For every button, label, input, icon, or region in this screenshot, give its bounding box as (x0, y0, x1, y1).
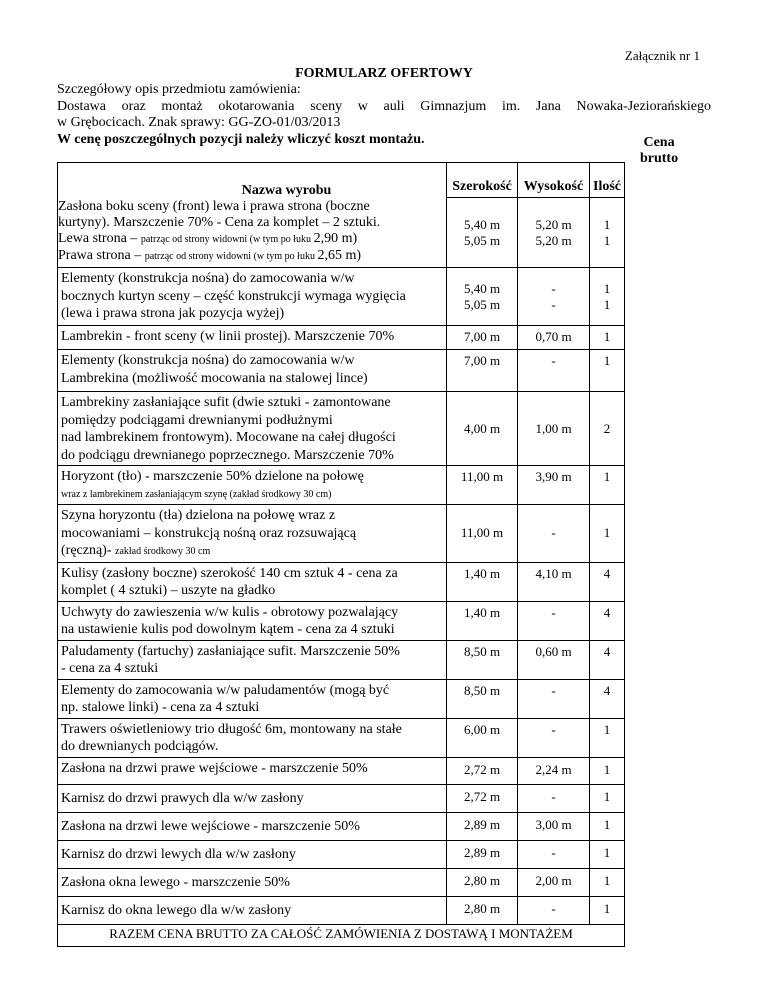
header-name-cell (58, 163, 447, 268)
table-row: 5,40 m 5,05 m 5,20 m 5,20 m 1 1 (58, 198, 694, 268)
table-row: Uchwyty do zawieszenia w/w kulis - obrotowy pozwalający na ustawienie kulis pod dowolnym kątem - cena za 4 sztuki 1,40 m - 4 (58, 601, 694, 640)
header-name: Nazwa wyrobu (241, 183, 332, 198)
table-row: Elementy (konstrukcja nośna) do zamocowania w/w bocznych kurtyn sceny – część konstrukcji wymaga wygięcia (lewa i prawa strona jak pozycja wyżej) 5,40 m 5,05 m - - 1 1 (58, 268, 694, 326)
table-row: Lambrekiny zasłaniające sufit (dwie sztuki - zamontowane pomiędzy podciągami drewnianymi podłużnymi nad lambrekinem frontowym). Mocowane na całej długości do podciągu drewnianego poprzecznego. Marszczenie 70% 4,00 m 1,00 m 2 (58, 392, 694, 466)
table-row: Zasłona boku sceny (front) lewa i prawa strona (boczne kurtyny). Marszczenie 70% - Cena za komplet – 2 sztuki. Lewa strona – patrząc od strony widowni (w tym po łuku 2,90 m) Prawa strona – patrząc od strony widowni (w tym po łuku 2,65 m) (58, 199, 381, 263)
table-row: Horyzont (tło) - marszczenie 50% dzielone na połowę wraz z lambrekinem zasłaniającym szynę (zakład środkowy 30 cm) 11,00 m 3,90 m 1 (58, 466, 694, 505)
header-price-cell (625, 134, 694, 925)
table-row: Szyna horyzontu (tła) dzielona na połowę wraz z mocowaniami – konstrukcją nośną oraz rozsuwającą (ręczną)- zakład środkowy 30 cm 11,00 m - 1 (58, 505, 694, 563)
header-price: Cena brutto (639, 134, 679, 166)
intro-line-1: Szczegółowy opis przedmiotu zamówienia: (57, 82, 301, 97)
intro-line-2: Dostawa oraz montaż okotarowania sceny w auli Gimnazjum im. Jana Nowaka-Jeziorańskiego (57, 98, 711, 114)
total-row (58, 924, 694, 946)
table-row: Lambrekin - front sceny (w linii prostej). Marszczenie 70% 7,00 m 0,70 m 1 (58, 326, 694, 350)
table-header-row (58, 163, 694, 198)
header-qty: Ilość (590, 163, 625, 198)
table-row: Zasłona na drzwi prawe wejściowe - marszczenie 50% 2,72 m 2,24 m 1 (58, 757, 694, 784)
header-width: Szerokość (447, 163, 518, 198)
total-label: RAZEM CENA BRUTTO ZA CAŁOŚĆ ZAMÓWIENIA Z DOSTAWĄ I MONTAŻEM (58, 924, 625, 946)
table-row: Karnisz do drzwi prawych dla w/w zasłony 2,72 m - 1 (58, 784, 694, 812)
table-row: Elementy do zamocowania w/w paludamentów (mogą być np. stalowe linki) - cena za 4 sztuki 8,50 m - 4 (58, 679, 694, 718)
table-row: Karnisz do okna lewego dla w/w zasłony 2,80 m - 1 (58, 896, 694, 924)
table-row: Elementy (konstrukcja nośna) do zamocowania w/w Lambrekina (możliwość mocowania na stalowej lince) 7,00 m - 1 (58, 350, 694, 392)
table-row: Karnisz do drzwi lewych dla w/w zasłony 2,89 m - 1 (58, 840, 694, 868)
annex-label: Załącznik nr 1 (624, 48, 700, 63)
form-title: FORMULARZ OFERTOWY (295, 66, 473, 81)
table-row: Kulisy (zasłony boczne) szerokość 140 cm sztuk 4 - cena za komplet ( 4 sztuki) – uszyte na gładko 1,40 m 4,10 m 4 (58, 562, 694, 601)
header-height: Wysokość (518, 163, 590, 198)
table-row: Zasłona okna lewego - marszczenie 50% 2,80 m 2,00 m 1 (58, 868, 694, 896)
intro-line-4: W cenę poszczególnych pozycji należy wliczyć koszt montażu. (57, 131, 425, 147)
table-row: Trawers oświetleniowy trio długość 6m, montowany na stałe do drewnianych podciągów. 6,00 m - 1 (58, 718, 694, 757)
intro-line-3: w Grębocicach. Znak sprawy: GG-ZO-01/03/2013 (57, 115, 341, 130)
intro-block (57, 82, 711, 148)
table-row: Paludamenty (fartuchy) zasłaniające sufit. Marszczenie 50% - cena za 4 sztuki 8,50 m 0,60 m 4 (58, 640, 694, 679)
table-row: Zasłona na drzwi lewe wejściowe - marszczenie 50% 2,89 m 3,00 m 1 (58, 812, 694, 840)
